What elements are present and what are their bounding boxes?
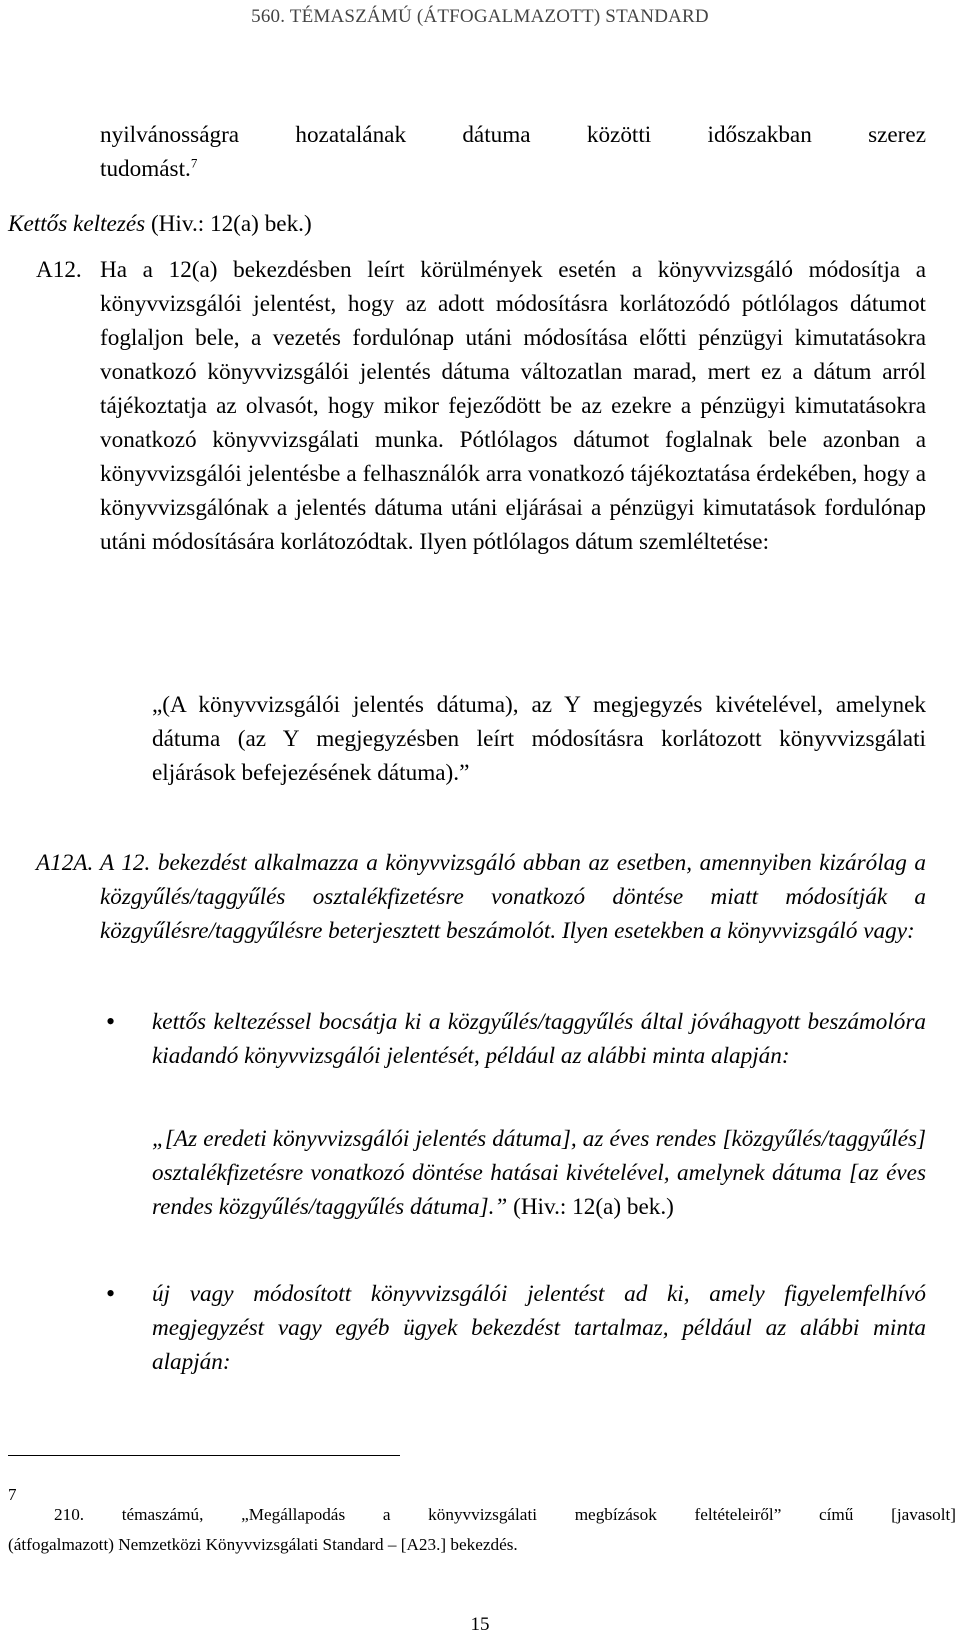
paragraph-a12a — [100, 846, 926, 948]
paragraph-number-a12a: A12A. — [36, 850, 94, 876]
quote-dual-dating-example — [152, 1122, 926, 1224]
bullet-icon: • — [106, 1279, 116, 1308]
paragraph-a12a-text: A 12. bekezdést alkalmazza a könyvvizsgáló abban az esetben, amennyiben kizárólag a közgyűlés/taggyűlés osztalékfizetésre vonatkozó döntése miatt módosítják a közgyűlésre/taggyűlésre beterjesztett beszámolót. Ilyen esetekben a könyvvizsgáló vagy: — [100, 850, 926, 944]
subheading-italic: Kettős keltezés — [8, 211, 146, 237]
bullet-icon: • — [106, 1007, 116, 1036]
list-item-1-text: kettős keltezéssel bocsátja ki a közgyűlés/taggyűlés által jóváhagyott beszámolóra kiadandó könyvvizsgálói jelentését, például az alábbi minta alapján: — [152, 1009, 926, 1069]
list-item-2-text: új vagy módosított könyvvizsgálói jelentést ad ki, amely figyelemfelhívó megjegyzést vagy egyéb ügyek bekezdést tartalmaz, például az alábbi minta alapján: — [152, 1281, 926, 1375]
continuation-paragraph — [100, 118, 926, 186]
footnote-line-1: 210. témaszámú, „Megállapodás a könyvvizsgálati megbízások feltételeiről” című [javasolt] — [54, 1505, 956, 1524]
footnote-line-2: (átfogalmazott) Nemzetközi Könyvvizsgálati Standard – [A23.] bekezdés. — [8, 1535, 518, 1554]
list-item-new-report — [152, 1277, 926, 1379]
footnote-separator — [8, 1455, 400, 1456]
paragraph-a12-text: Ha a 12(a) bekezdésben leírt körülmények esetén a könyvvizsgáló módosítja a könyvvizsgálói jelentést, hogy az adott módosításra korlátozódó pótlólagos dátumot foglaljon bele, a vezetés fordulónap utáni módosítása előtti pénzügyi kimutatásokra vonatkozó könyvvizsgálói jelentés dátuma változatlan marad, mert ez a dátum arról tájékoztatja az olvasót, hogy mikor fejeződött be az ezekre a pénzügyi kimutatásokra vonatkozó könyvvizsgálati munka. Pótlólagos dátumot foglalnak bele azonban a könyvvizsgálói jelentésbe a felhasználók arra vonatkozó tájékoztatása érdekében, hogy a könyvvizsgálónak a jelentés dátuma utáni eljárásai a pénzügyi kimutatások fordulónap utáni módosítására korlátozódtak. Ilyen pótlólagos dátum szemléltetése: — [100, 257, 926, 555]
page-number: 15 — [470, 1614, 490, 1635]
subheading-reference: (Hiv.: 12(a) bek.) — [145, 211, 312, 237]
list-item-dual-dating — [152, 1005, 926, 1073]
footnote-mark: 7 — [8, 1485, 17, 1504]
subheading-dual-dating — [8, 207, 312, 241]
continuation-line-1: nyilvánosságra hozatalának dátuma közötti időszakban szerez — [100, 122, 926, 148]
continuation-line-2-text: tudomást. — [100, 156, 191, 182]
quote-dual-dating-reference: (Hiv.: 12(a) bek.) — [507, 1194, 674, 1220]
footnote-text — [8, 1500, 956, 1560]
paragraph-number-a12: A12. — [36, 257, 82, 283]
quote-a12-text: „(A könyvvizsgálói jelentés dátuma), az Y megjegyzés kivételével, amelynek dátuma (az Y megjegyzésben leírt módosításra korlátozott könyvvizsgálati eljárások befejezésének dátuma).” — [152, 692, 926, 786]
quote-a12-example — [152, 688, 926, 790]
paragraph-a12 — [100, 253, 926, 559]
quote-dual-dating-text — [152, 1122, 926, 1224]
continuation-line-2 — [100, 152, 926, 186]
footnote-reference[interactable]: 7 — [190, 155, 198, 171]
quote-dual-dating-italic: „[Az eredeti könyvvizsgálói jelentés dátuma], az éves rendes [közgyűlés/taggyűlés] osztalékfizetésre vonatkozó döntése hatásai kivételével, amelynek dátuma [az éves rendes közgyűlés/taggyűlés dátuma].” — [152, 1126, 926, 1220]
running-header: 560. TÉMASZÁMÚ (ÁTFOGALMAZOTT) STANDARD — [251, 6, 709, 27]
